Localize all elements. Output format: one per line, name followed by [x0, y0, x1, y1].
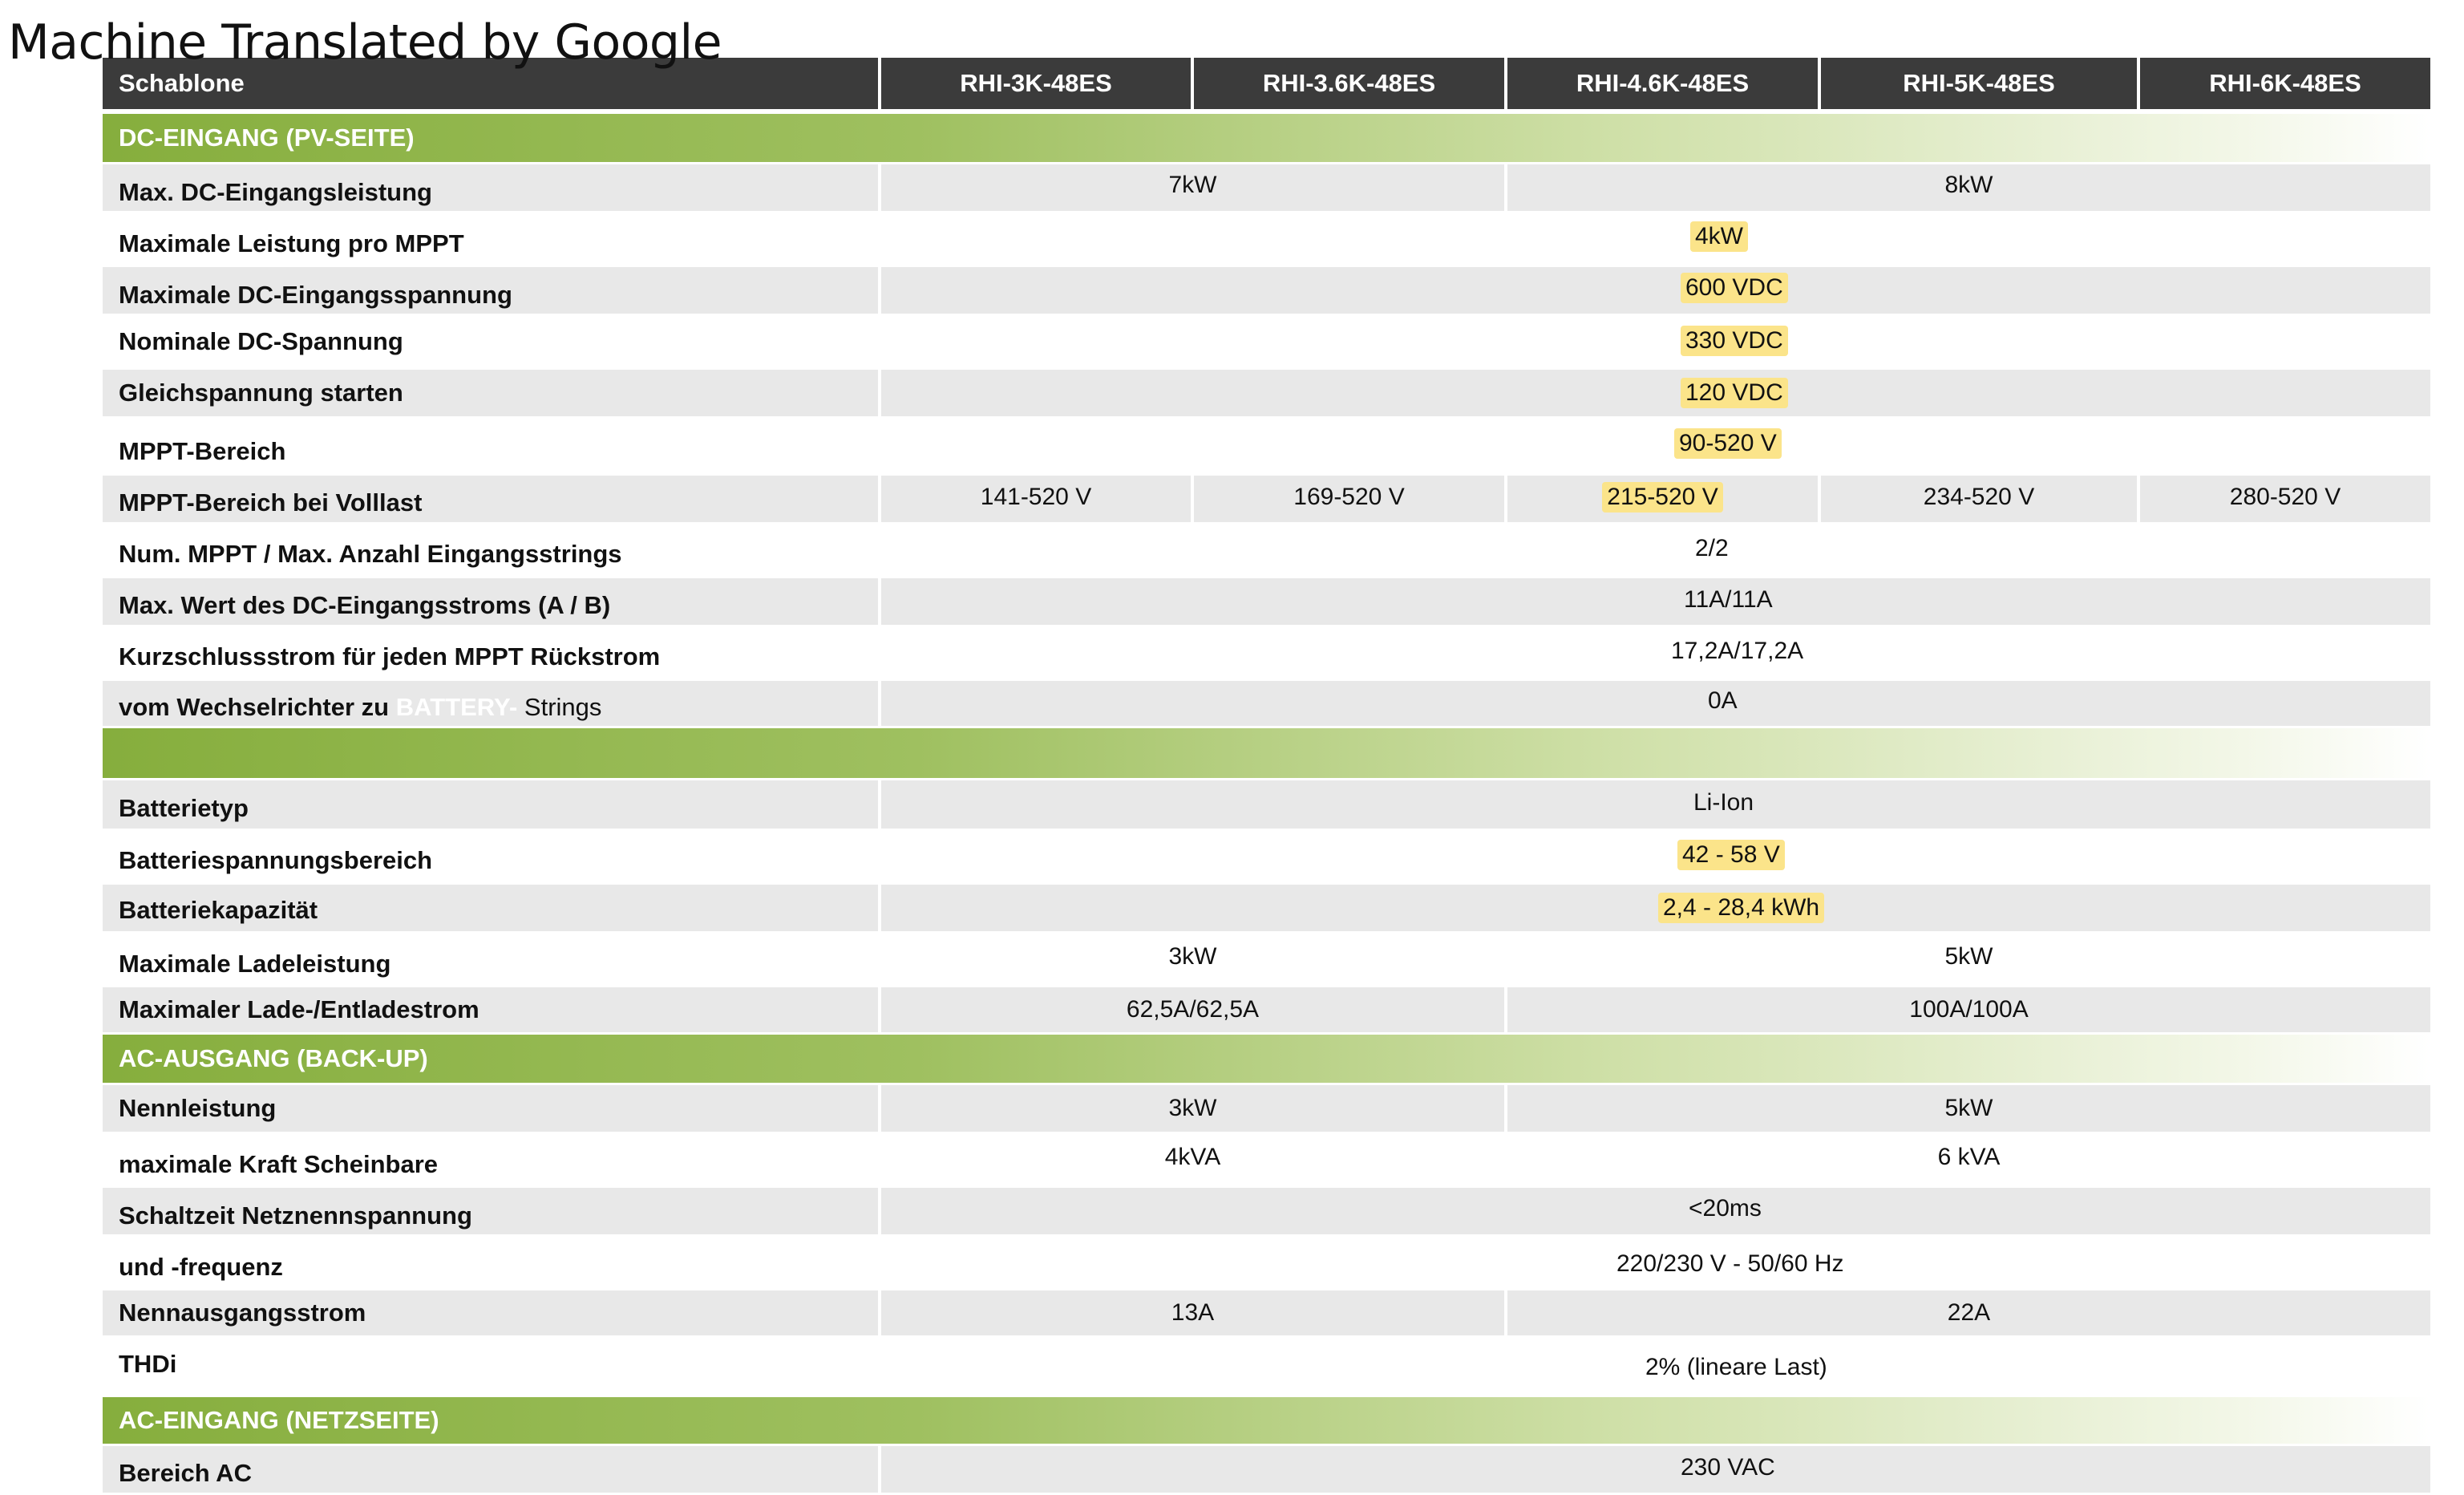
row-label-faint: BATTERY-	[395, 693, 518, 721]
row-label: Max. Wert des DC-Eingangsstroms (A / B)	[119, 591, 611, 619]
row-value-highlight: 120 VDC	[1681, 378, 1788, 408]
row-value: 2/2	[1695, 535, 1729, 561]
table-row	[103, 265, 2430, 316]
table-row	[103, 473, 2430, 525]
row-label: Kurzschlussstrom für jeden MPPT Rückstrom	[119, 642, 661, 671]
row-value: Li-Ion	[1693, 789, 1754, 816]
row-value: <20ms	[1689, 1195, 1762, 1222]
section-ac-output	[103, 1035, 2430, 1083]
row-label: Maximaler Lade-/Entladestrom	[119, 995, 479, 1023]
row-value: 230 VAC	[1681, 1454, 1775, 1481]
row-label: maximale Kraft Scheinbare	[119, 1150, 439, 1178]
row-value: 0A	[1708, 687, 1738, 714]
table-row	[103, 934, 2430, 985]
row-value: 6 kVA	[1937, 1144, 2001, 1170]
row-value-highlight: 90-520 V	[1674, 428, 1782, 459]
header-model-5: RHI-6K-48ES	[2140, 58, 2430, 109]
row-value: 220/230 V - 50/60 Hz	[1616, 1250, 1844, 1277]
section-title: AC-AUSGANG (BACK-UP)	[119, 1044, 428, 1072]
row-value-highlight: 2,4 - 28,4 kWh	[1658, 893, 1824, 923]
row-value-highlight: 42 - 58 V	[1677, 840, 1785, 870]
table-row	[103, 679, 2430, 728]
header-model-2: RHI-3.6K-48ES	[1194, 58, 1504, 109]
section-title: DC-EINGANG (PV-SEITE)	[119, 124, 415, 152]
row-value: 234-520 V	[1923, 484, 2035, 510]
row-label: Batteriespannungsbereich	[119, 846, 433, 874]
row-value: 11A/11A	[1684, 586, 1773, 613]
row-label: Maximale Leistung pro MPPT	[119, 229, 464, 257]
machine-translation-watermark: Machine Translated by Google	[8, 14, 722, 71]
row-label: Bereich AC	[119, 1459, 252, 1487]
table-row	[103, 882, 2430, 934]
section-dc-input	[103, 114, 2430, 162]
row-value: 2% (lineare Last)	[1645, 1354, 1827, 1380]
row-value: 169-520 V	[1293, 484, 1405, 510]
row-label: MPPT-Bereich	[119, 437, 286, 465]
row-label: Schaltzeit Netznennspannung	[119, 1201, 472, 1230]
row-value: 141-520 V	[980, 484, 1092, 510]
row-label: Batteriekapazität	[119, 896, 318, 924]
header-model-4: RHI-5K-48ES	[1821, 58, 2137, 109]
row-label: Nominale DC-Spannung	[119, 327, 403, 355]
table-row	[103, 627, 2430, 679]
row-value: 22A	[1947, 1299, 1991, 1326]
table-row	[103, 367, 2430, 419]
row-value: 17,2A/17,2A	[1671, 638, 1804, 664]
row-label-main: vom Wechselrichter zu	[119, 693, 390, 721]
row-label: Maximale Ladeleistung	[119, 950, 391, 978]
table-row	[103, 162, 2430, 213]
row-value-highlight: 215-520 V	[1602, 482, 1722, 513]
table-row	[103, 778, 2430, 831]
row-label	[119, 687, 601, 728]
row-value: 280-520 V	[2229, 484, 2341, 510]
row-value-highlight: 4kW	[1690, 221, 1748, 252]
row-value: 3kW	[1168, 1095, 1217, 1121]
row-label: und -frequenz	[119, 1253, 283, 1281]
row-label: Maximale DC-Eingangsspannung	[119, 281, 512, 309]
table-row	[103, 1185, 2430, 1237]
spec-sheet	[103, 58, 2430, 1495]
section-battery	[103, 728, 2430, 778]
row-value: 13A	[1171, 1299, 1215, 1326]
row-label: Max. DC-Eingangsleistung	[119, 178, 432, 206]
row-value: 3kW	[1168, 943, 1217, 970]
row-label: Nennleistung	[119, 1094, 277, 1122]
row-label: MPPT-Bereich bei Volllast	[119, 488, 423, 517]
row-value: 5kW	[1944, 1095, 1993, 1121]
row-value-highlight: 600 VDC	[1681, 273, 1788, 303]
row-value: 7kW	[1168, 172, 1217, 198]
section-ac-input	[103, 1397, 2430, 1444]
row-value: 5kW	[1944, 943, 1993, 970]
table-row	[103, 419, 2430, 473]
row-label: Batterietyp	[119, 794, 249, 822]
header-template-label: Schablone	[103, 58, 878, 109]
table-row	[103, 576, 2430, 627]
row-label: Num. MPPT / Max. Anzahl Eingangsstrings	[119, 540, 622, 568]
table-row	[103, 831, 2430, 882]
header-model-3: RHI-4.6K-48ES	[1507, 58, 1818, 109]
row-label: Nennausgangsstrom	[119, 1299, 366, 1327]
table-row	[103, 213, 2430, 265]
table-row	[103, 1083, 2430, 1134]
row-label: Gleichspannung starten	[119, 379, 403, 407]
table-row	[103, 1134, 2430, 1185]
row-label-tail: Strings	[524, 693, 602, 721]
row-label: THDi	[119, 1350, 177, 1378]
table-row	[103, 985, 2430, 1035]
table-row	[103, 316, 2430, 367]
section-title: AC-EINGANG (NETZSEITE)	[119, 1406, 439, 1434]
row-value: 100A/100A	[1909, 996, 2029, 1023]
row-value: 62,5A/62,5A	[1126, 996, 1260, 1023]
table-row	[103, 1288, 2430, 1338]
header-model-1: RHI-3K-48ES	[881, 58, 1191, 109]
row-value: 8kW	[1944, 172, 1993, 198]
table-row	[103, 525, 2430, 576]
table-row	[103, 1338, 2430, 1397]
table-row	[103, 1237, 2430, 1288]
row-value-highlight: 330 VDC	[1681, 326, 1788, 356]
row-value: 4kVA	[1164, 1144, 1221, 1170]
table-row	[103, 1444, 2430, 1495]
